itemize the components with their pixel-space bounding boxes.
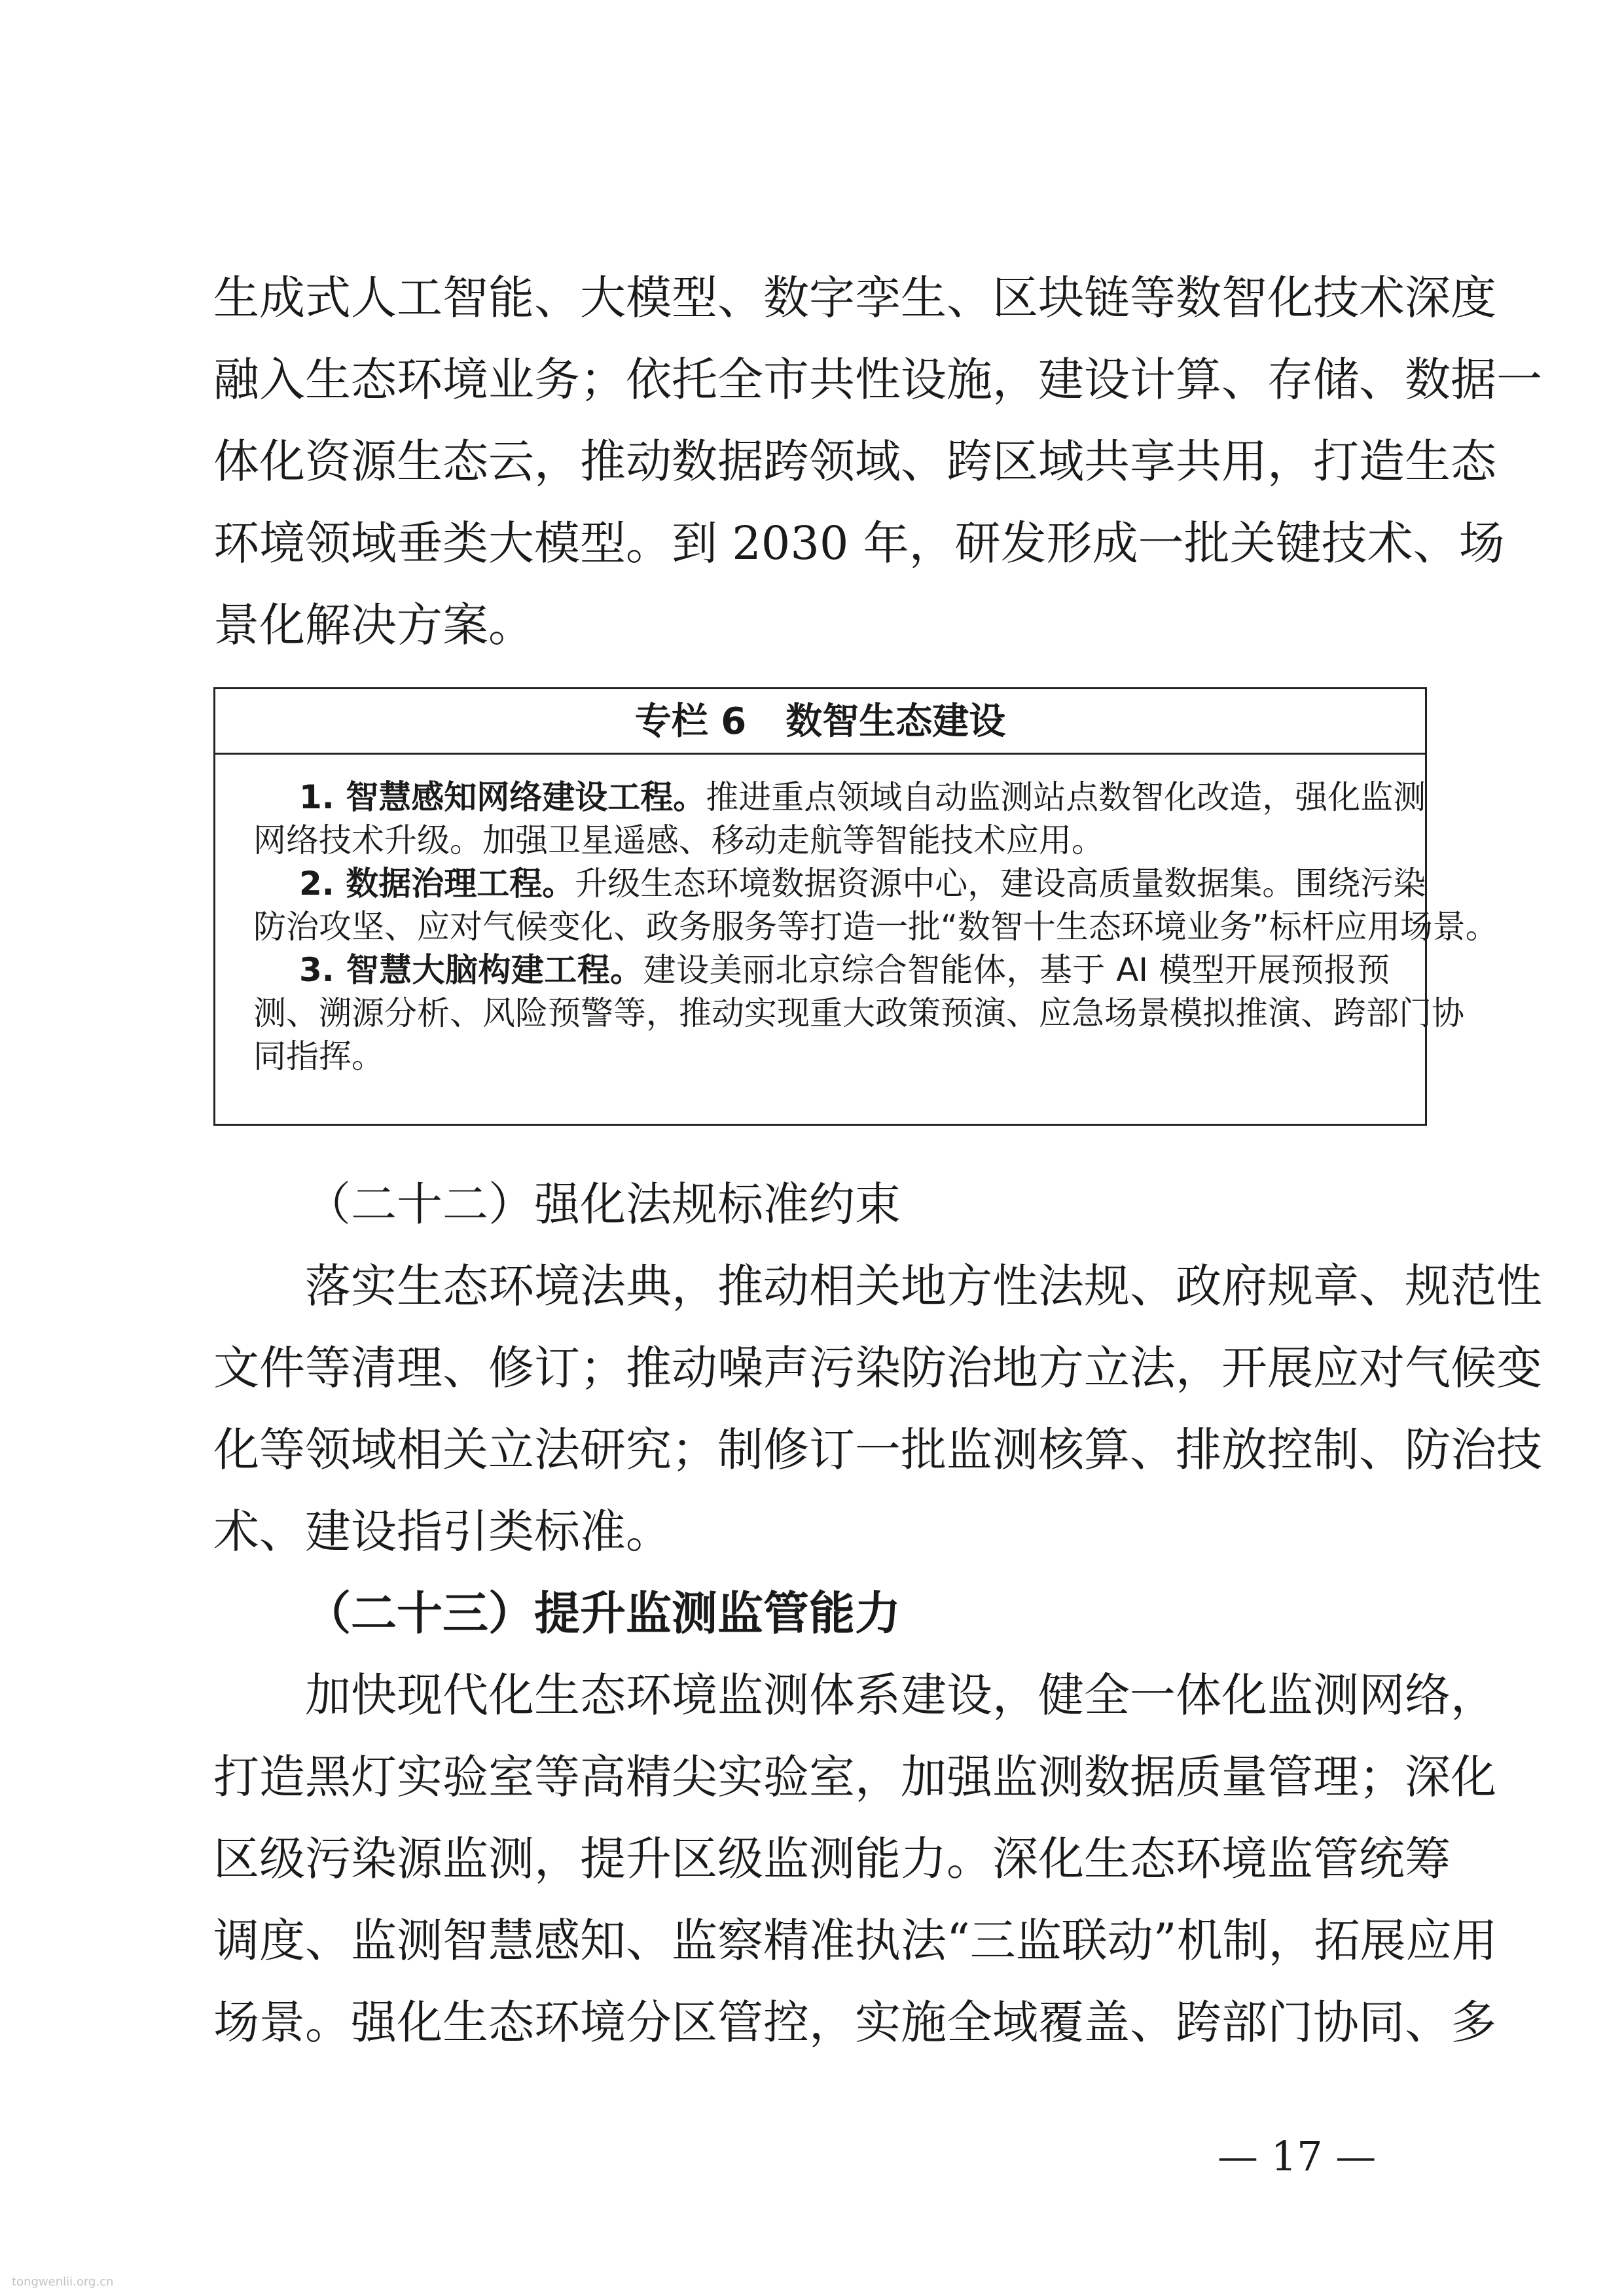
text-line: 加快现代化生态环境监测体系建设，健全一体化监测网络， [305, 1668, 1496, 1722]
column-item-2-line [299, 862, 1426, 905]
column-item-3-line [299, 948, 1390, 992]
column-item-name: 2. 数据治理工程。 [299, 865, 575, 903]
section-heading: （二十三）提升监测监管能力 [305, 1586, 901, 1640]
column-box-title [215, 689, 1425, 755]
text-line: 落实生态环境法典，推动相关地方性法规、政府规章、规范性 [305, 1259, 1542, 1313]
column-item-2-line: 防治攻坚、应对气候变化、政务服务等打造一批“数智十生态环境业务”标杆应用场景。 [253, 908, 1498, 946]
column-box [213, 687, 1498, 1126]
column-item-text: 建设美丽北京综合智能体，基于 AI 模型开展预报预 [643, 951, 1390, 989]
watermark-text: tongwenlii.org.cn [12, 2275, 114, 2289]
column-box-title-prefix: 专栏 6 [634, 700, 747, 743]
text-line: 体化资源生态云，推动数据跨领域、跨区域共享共用，打造生态 [213, 435, 1496, 488]
text-line: 融入生态环境业务；依托全市共性设施，建设计算、存储、数据一 [213, 353, 1542, 406]
column-item-3-line: 测、溯源分析、风险预警等，推动实现重大政策预演、应急场景模拟推演、跨部门协 [253, 994, 1464, 1032]
text-line: 打造黑灯实验室等高精尖实验室，加强监测数据质量管理；深化 [213, 1750, 1496, 1804]
column-item-name: 3. 智慧大脑构建工程。 [299, 951, 643, 989]
text-line: 环境领域垂类大模型。到 2030 年，研发形成一批关键技术、场 [213, 516, 1505, 570]
column-item-1-line [299, 776, 1426, 819]
text-line: 文件等清理、修订；推动噪声污染防治地方立法，开展应对气候变 [213, 1341, 1542, 1395]
text-line: 区级污染源监测，提升区级监测能力。深化生态环境监管统筹 [213, 1832, 1451, 1886]
column-item-3-line: 同指挥。 [253, 1037, 384, 1075]
section-heading: （二十二）强化法规标准约束 [305, 1177, 901, 1231]
column-item-1-line: 网络技术升级。加强卫星遥感、移动走航等智能技术应用。 [253, 821, 1104, 859]
text-line: 景化解决方案。 [213, 598, 534, 652]
column-item-name: 1. 智慧感知网络建设工程。 [299, 778, 706, 816]
text-line: 调度、监测智慧感知、监察精准执法“三监联动”机制，拓展应用 [213, 1914, 1498, 1967]
column-item-text: 推进重点领域自动监测站点数智化改造，强化监测 [706, 778, 1426, 816]
column-box-title-text: 数智生态建设 [785, 700, 1006, 743]
column-item-text: 升级生态环境数据资源中心，建设高质量数据集。围绕污染 [575, 865, 1426, 903]
text-line: 场景。强化生态环境分区管控，实施全域覆盖、跨部门协同、多 [213, 1996, 1496, 2049]
page-number: — 17 — [1218, 2132, 1377, 2180]
text-line: 生成式人工智能、大模型、数字孪生、区块链等数智化技术深度 [213, 271, 1496, 325]
text-line: 术、建设指引类标准。 [213, 1505, 672, 1558]
text-line: 化等领域相关立法研究；制修订一批监测核算、排放控制、防治技 [213, 1423, 1542, 1477]
